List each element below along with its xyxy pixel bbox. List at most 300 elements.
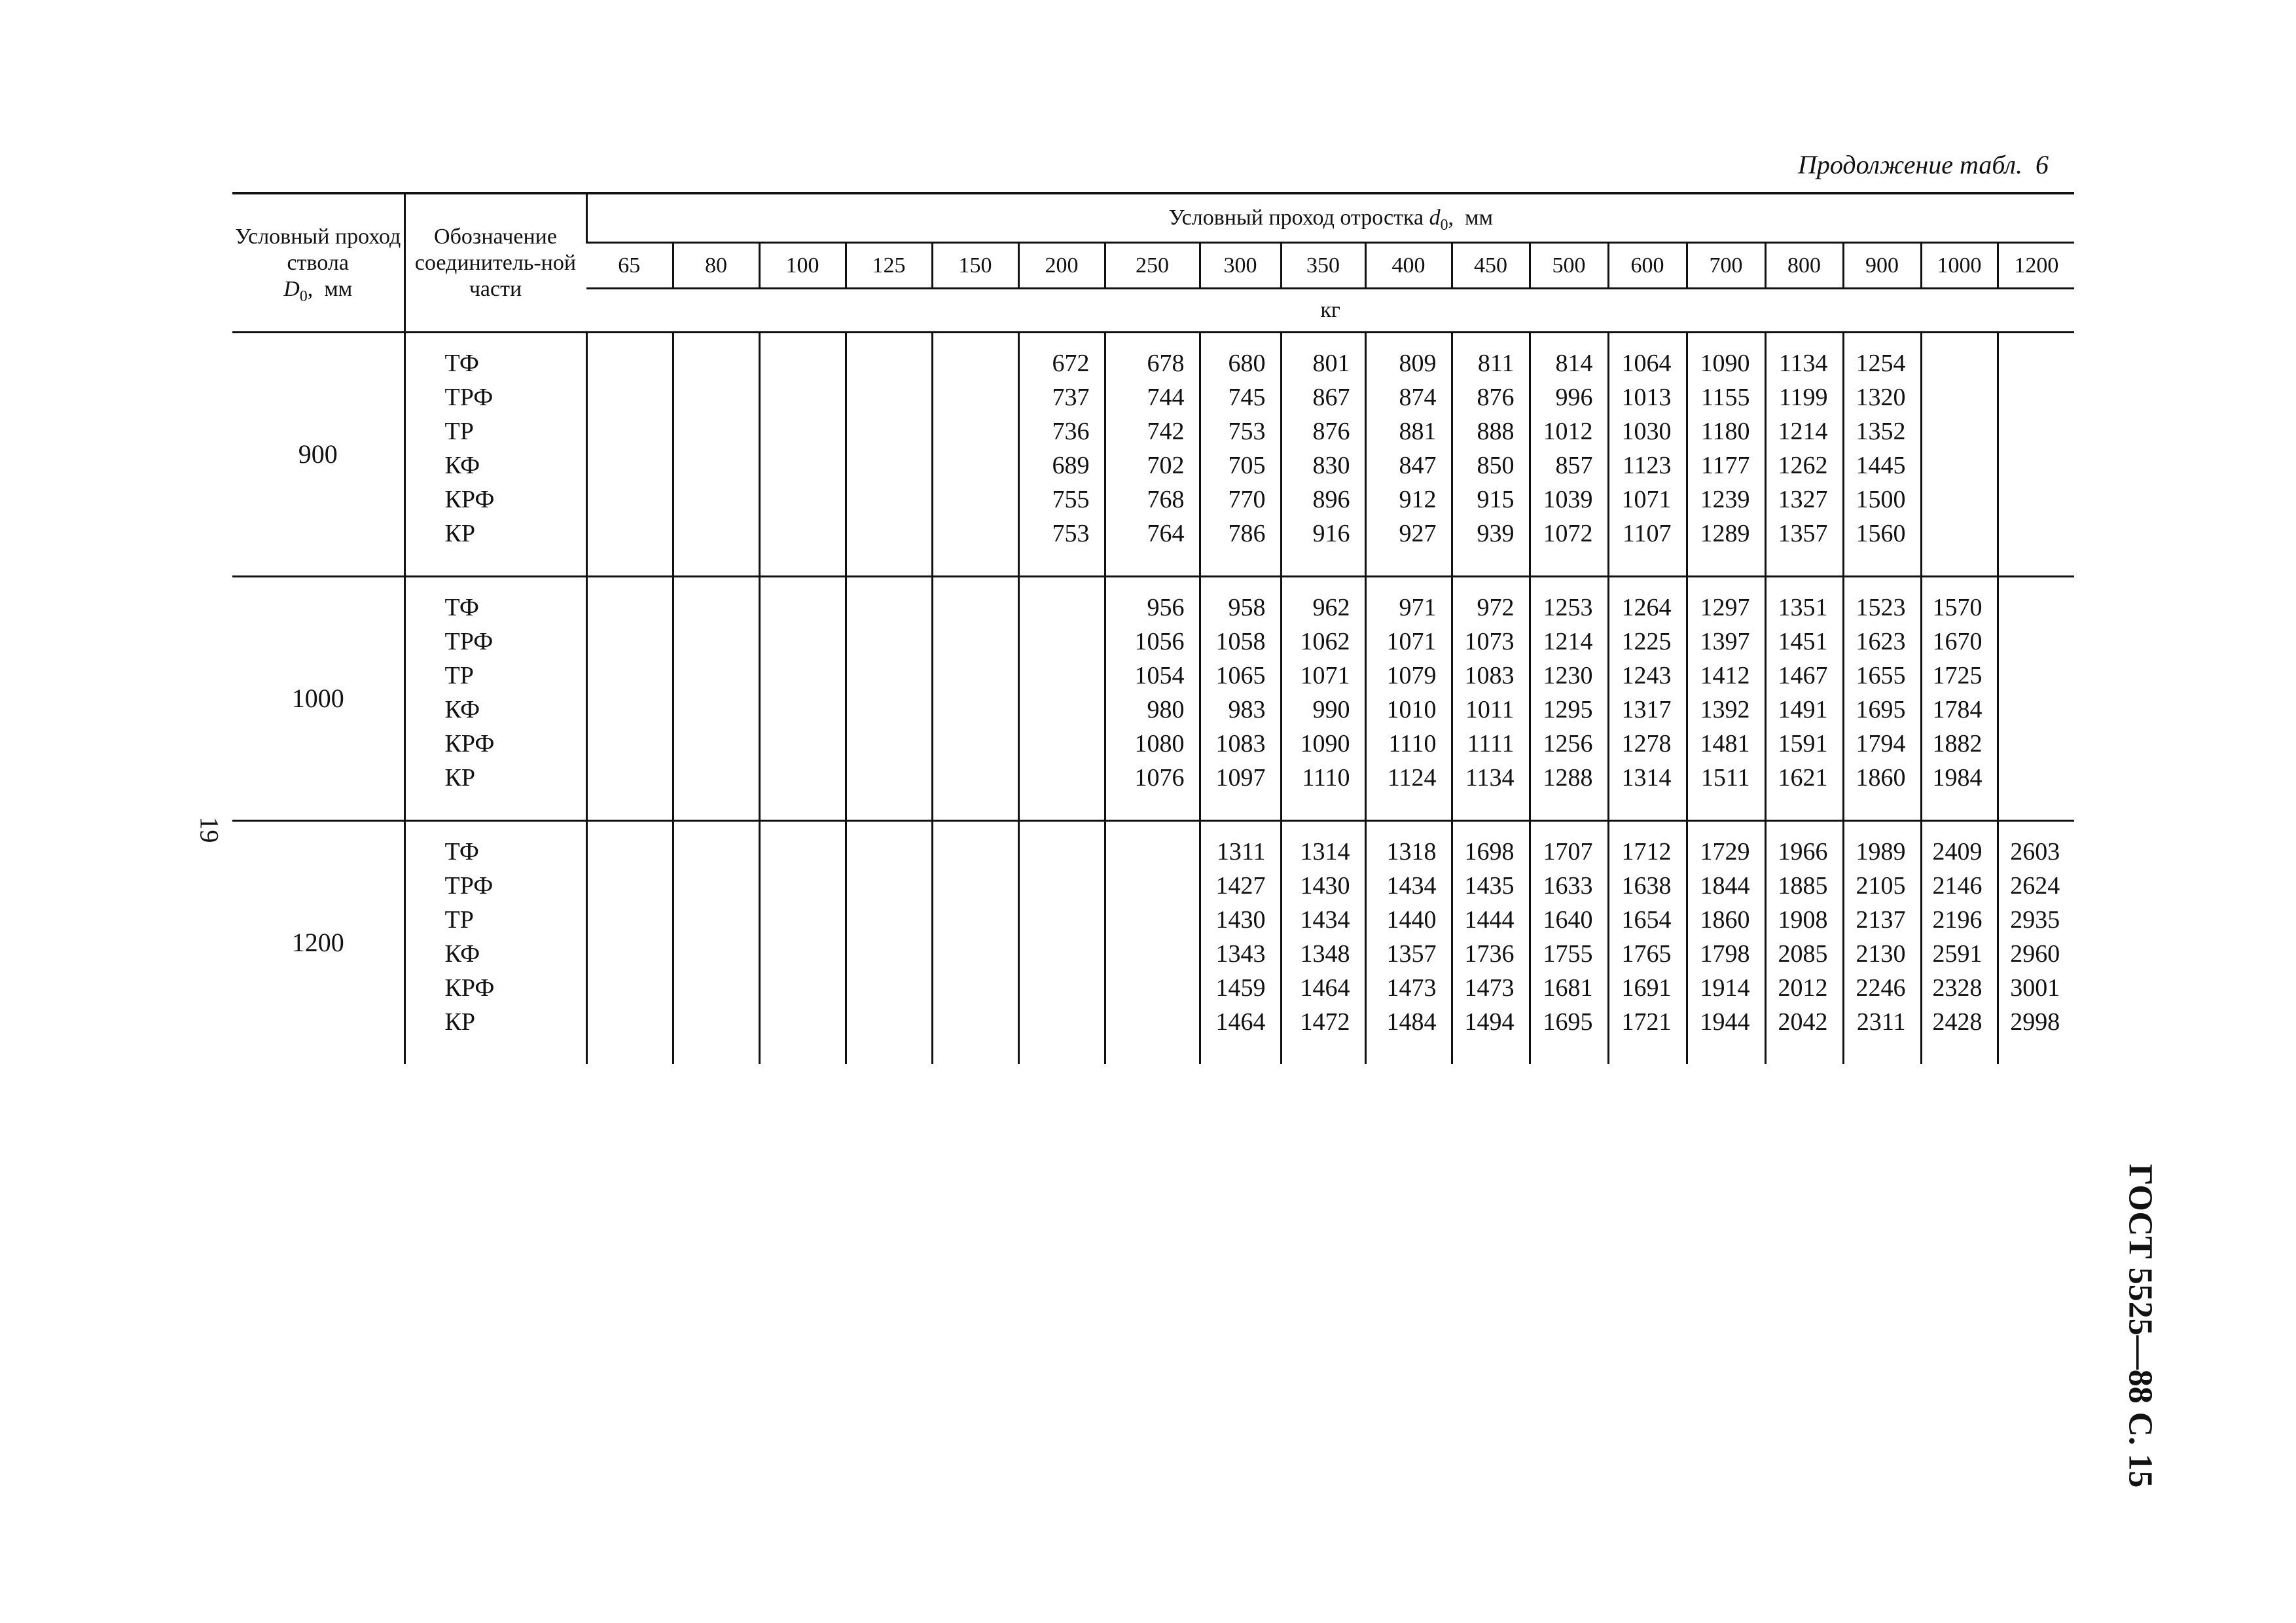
weight-value: 1314 (1300, 838, 1350, 866)
weight-value: 2998 (2010, 1008, 2060, 1036)
weight-value: 1357 (1778, 520, 1828, 547)
designation-label: ТФ (444, 838, 479, 866)
weight-value: 1481 (1700, 730, 1750, 757)
designation-label: КР (444, 520, 475, 547)
weight-value: 1435 (1464, 872, 1515, 900)
weight-value: 1058 (1215, 628, 1266, 655)
weight-value: 755 (1052, 486, 1090, 513)
weight-value: 680 (1228, 350, 1266, 377)
branch-size-header: 200 (1018, 243, 1105, 289)
weight-value: 1670 (1932, 628, 1982, 655)
weight-value: 1798 (1700, 940, 1750, 968)
weight-value: 2409 (1932, 838, 1982, 866)
weight-value: 1966 (1778, 838, 1828, 866)
weight-value: 2105 (1856, 872, 1906, 900)
weight-value: 1327 (1778, 486, 1828, 513)
weight-value: 1412 (1700, 662, 1750, 689)
weight-value: 1695 (1543, 1008, 1593, 1036)
branch-size-header: 80 (673, 243, 759, 289)
weight-cell (1018, 821, 1105, 1065)
weight-value: 1311 (1216, 838, 1266, 866)
weight-value: 1064 (1621, 350, 1672, 377)
weight-value: 1083 (1215, 730, 1266, 757)
weight-cell (1200, 821, 1281, 1065)
weight-value: 1691 (1621, 974, 1672, 1002)
weight-value: 1295 (1543, 696, 1593, 723)
weight-cell (759, 821, 846, 1065)
branch-size-header: 500 (1530, 243, 1608, 289)
designation-label: КФ (444, 696, 480, 723)
weight-value: 1076 (1134, 764, 1185, 792)
weight-value: 850 (1477, 452, 1515, 479)
weight-cell (1687, 577, 1765, 821)
designation-label: КРФ (444, 974, 495, 1002)
weight-value: 1729 (1700, 838, 1750, 866)
weight-value: 2311 (1856, 1008, 1906, 1036)
weight-value: 770 (1228, 486, 1266, 513)
weight-value: 1079 (1386, 662, 1437, 689)
weight-value: 1640 (1543, 906, 1593, 934)
weight-value: 972 (1477, 594, 1515, 621)
weight-cell (1608, 821, 1687, 1065)
weight-value: 702 (1147, 452, 1185, 479)
weight-value: 1155 (1700, 384, 1750, 411)
weight-value: 1199 (1778, 384, 1828, 411)
weight-value: 1434 (1300, 906, 1350, 934)
weight-value: 1860 (1856, 764, 1906, 792)
weight-cell (1200, 577, 1281, 821)
weight-value: 1472 (1300, 1008, 1350, 1036)
weight-value: 2428 (1932, 1008, 1982, 1036)
page-number: 19 (194, 816, 224, 843)
weight-value: 1860 (1700, 906, 1750, 934)
weight-value: 1654 (1621, 906, 1672, 934)
weight-value: 764 (1147, 520, 1185, 547)
weight-value: 1039 (1543, 486, 1593, 513)
weight-value: 1440 (1386, 906, 1437, 934)
weight-cell (1843, 821, 1921, 1065)
weight-value: 1062 (1300, 628, 1350, 655)
weight-value: 1111 (1467, 730, 1515, 757)
weight-cell (1365, 333, 1452, 577)
weight-value: 927 (1399, 520, 1437, 547)
weight-value: 672 (1052, 350, 1090, 377)
weight-value: 1090 (1700, 350, 1750, 377)
weight-value: 1134 (1778, 350, 1828, 377)
weight-value: 1473 (1464, 974, 1515, 1002)
weight-cell (1365, 577, 1452, 821)
weight-value: 811 (1477, 350, 1515, 377)
weight-value: 1445 (1856, 452, 1906, 479)
weight-cell (1998, 333, 2074, 577)
branch-size-header: 450 (1452, 243, 1530, 289)
weight-value: 1134 (1465, 764, 1515, 792)
weight-value: 736 (1052, 418, 1090, 445)
designation-label: КРФ (444, 486, 495, 513)
weight-cell (1921, 333, 1998, 577)
weight-value: 1712 (1621, 838, 1672, 866)
weight-value: 1352 (1856, 418, 1906, 445)
weight-cell (1687, 821, 1765, 1065)
weight-value: 2085 (1778, 940, 1828, 968)
weight-value: 857 (1555, 452, 1593, 479)
weight-value: 1633 (1543, 872, 1593, 900)
designation-label: ТРФ (444, 628, 493, 655)
weight-value: 1989 (1856, 838, 1906, 866)
designation-label: ТР (444, 662, 474, 689)
weight-value: 1459 (1215, 974, 1266, 1002)
weight-value: 1392 (1700, 696, 1750, 723)
weight-cell (846, 333, 932, 577)
weight-value: 1736 (1464, 940, 1515, 968)
weight-value: 996 (1555, 384, 1593, 411)
weight-value: 1278 (1621, 730, 1672, 757)
weight-value: 1071 (1300, 662, 1350, 689)
weight-value: 2146 (1932, 872, 1982, 900)
weight-value: 2935 (2010, 906, 2060, 934)
weight-value: 1012 (1543, 418, 1593, 445)
weight-value: 1343 (1215, 940, 1266, 968)
branch-size-header: 1200 (1998, 243, 2074, 289)
branch-size-header: 125 (846, 243, 932, 289)
branch-size-header: 250 (1105, 243, 1200, 289)
weight-value: 888 (1477, 418, 1515, 445)
weight-cell (1921, 821, 1998, 1065)
weight-cell (673, 821, 759, 1065)
weight-value: 2196 (1932, 906, 1982, 934)
weight-value: 1885 (1778, 872, 1828, 900)
weight-value: 830 (1312, 452, 1350, 479)
weight-value: 1484 (1386, 1008, 1437, 1036)
weight-value: 1570 (1932, 594, 1982, 621)
weight-value: 867 (1312, 384, 1350, 411)
weight-cell (1998, 577, 2074, 821)
weight-value: 874 (1399, 384, 1437, 411)
weight-value: 1523 (1856, 594, 1906, 621)
weight-value: 1765 (1621, 940, 1672, 968)
weight-value: 1262 (1778, 452, 1828, 479)
document-footer: ГОСТ 5525—88 С. 15 (2121, 1163, 2159, 1488)
weight-value: 1056 (1134, 628, 1185, 655)
designation-label: ТР (444, 906, 474, 934)
weight-value: 956 (1147, 594, 1185, 621)
branch-size-header: 1000 (1921, 243, 1998, 289)
weight-value: 896 (1312, 486, 1350, 513)
weight-value: 1239 (1700, 486, 1750, 513)
weight-cell (1200, 333, 1281, 577)
weight-cell (586, 821, 673, 1065)
weight-cell (759, 333, 846, 577)
weight-value: 1984 (1932, 764, 1982, 792)
weight-value: 1289 (1700, 520, 1750, 547)
weight-value: 753 (1228, 418, 1266, 445)
weight-value: 915 (1477, 486, 1515, 513)
designation-label: КР (444, 1008, 475, 1036)
weight-value: 1054 (1134, 662, 1185, 689)
designation-cell (404, 821, 586, 1065)
weight-cell (1281, 333, 1365, 577)
weight-value: 1397 (1700, 628, 1750, 655)
weight-value: 971 (1399, 594, 1437, 621)
weight-value: 2246 (1856, 974, 1906, 1002)
weight-value: 1253 (1543, 594, 1593, 621)
weight-value: 1030 (1621, 418, 1672, 445)
weight-value: 737 (1052, 384, 1090, 411)
weight-value: 1681 (1543, 974, 1593, 1002)
weight-value: 2328 (1932, 974, 1982, 1002)
branch-size-header: 300 (1200, 243, 1281, 289)
weight-value: 983 (1228, 696, 1266, 723)
weight-value: 742 (1147, 418, 1185, 445)
weight-value: 1621 (1778, 764, 1828, 792)
weight-value: 1882 (1932, 730, 1982, 757)
weight-value: 1511 (1700, 764, 1750, 792)
weight-value: 1254 (1856, 350, 1906, 377)
weight-value: 1444 (1464, 906, 1515, 934)
weight-value: 1434 (1386, 872, 1437, 900)
weight-value: 1090 (1300, 730, 1350, 757)
weight-value: 1010 (1386, 696, 1437, 723)
header-branch-pass: Условный проход отростка $d_0$, мм (586, 193, 2074, 243)
weight-value: 847 (1399, 452, 1437, 479)
weight-value: 1944 (1700, 1008, 1750, 1036)
weight-value: 1348 (1300, 940, 1350, 968)
weight-value: 1908 (1778, 906, 1828, 934)
weight-value: 1655 (1856, 662, 1906, 689)
weight-cell (1105, 821, 1200, 1065)
branch-size-header: 900 (1843, 243, 1921, 289)
weight-cell (673, 577, 759, 821)
weight-cell (932, 333, 1018, 577)
weight-value: 1430 (1215, 906, 1266, 934)
weight-value: 2012 (1778, 974, 1828, 1002)
table-row-group (232, 577, 2074, 821)
weight-value: 678 (1147, 350, 1185, 377)
weight-value: 689 (1052, 452, 1090, 479)
weight-value: 1107 (1622, 520, 1672, 547)
weight-cell (1765, 333, 1843, 577)
weight-value: 2130 (1856, 940, 1906, 968)
weight-value: 939 (1477, 520, 1515, 547)
weight-cell (1365, 821, 1452, 1065)
weight-cell (846, 821, 932, 1065)
designation-cell (404, 333, 586, 577)
weight-value: 1491 (1778, 696, 1828, 723)
weight-value: 1467 (1778, 662, 1828, 689)
weight-value: 1097 (1215, 764, 1266, 792)
weight-value: 809 (1399, 350, 1437, 377)
designation-label: КР (444, 764, 475, 792)
header-designation: Обозначение соединитель-ной части (404, 193, 586, 333)
weight-value: 1110 (1388, 730, 1437, 757)
weight-value: 1177 (1700, 452, 1750, 479)
weight-cell (1105, 333, 1200, 577)
weight-value: 1288 (1543, 764, 1593, 792)
weight-cell (1765, 577, 1843, 821)
weight-value: 814 (1555, 350, 1593, 377)
weight-value: 1318 (1386, 838, 1437, 866)
branch-size-header: 700 (1687, 243, 1765, 289)
weight-cell (1281, 821, 1365, 1065)
weight-value: 2960 (2010, 940, 2060, 968)
weight-cell (1452, 821, 1530, 1065)
weight-cell (1921, 577, 1998, 821)
weight-value: 3001 (2010, 974, 2060, 1002)
weight-cell (1281, 577, 1365, 821)
designation-label: КФ (444, 940, 480, 968)
weight-value: 786 (1228, 520, 1266, 547)
weight-cell (673, 333, 759, 577)
branch-size-header: 400 (1365, 243, 1452, 289)
weight-value: 1784 (1932, 696, 1982, 723)
branch-size-header: 350 (1281, 243, 1365, 289)
weight-cell (1608, 577, 1687, 821)
weight-value: 2603 (2010, 838, 2060, 866)
weight-value: 1243 (1621, 662, 1672, 689)
designation-cell (404, 577, 586, 821)
designation-label: КФ (444, 452, 480, 479)
weight-value: 990 (1312, 696, 1350, 723)
weight-cell (932, 821, 1018, 1065)
branch-size-header: 65 (586, 243, 673, 289)
weight-value: 2624 (2010, 872, 2060, 900)
weight-value: 1623 (1856, 628, 1906, 655)
weight-value: 1591 (1778, 730, 1828, 757)
weight-value: 1225 (1621, 628, 1672, 655)
designation-label: ТФ (444, 350, 479, 377)
designation-label: ТРФ (444, 872, 493, 900)
weight-cell (1105, 577, 1200, 821)
weight-value: 1123 (1622, 452, 1672, 479)
table-row-group (232, 821, 2074, 1065)
main-pass-value: 900 (232, 333, 404, 577)
weight-value: 916 (1312, 520, 1350, 547)
weight-value: 881 (1399, 418, 1437, 445)
weight-value: 1314 (1621, 764, 1672, 792)
designation-label: ТРФ (444, 384, 493, 411)
weight-cell (1452, 333, 1530, 577)
weight-value: 1695 (1856, 696, 1906, 723)
weight-cell (1452, 577, 1530, 821)
weight-value: 1080 (1134, 730, 1185, 757)
weight-value: 1124 (1387, 764, 1437, 792)
weight-value: 1065 (1215, 662, 1266, 689)
designation-label: ТФ (444, 594, 479, 621)
header-unit: кг (586, 289, 2074, 333)
weight-value: 1464 (1300, 974, 1350, 1002)
weight-value: 1794 (1856, 730, 1906, 757)
weight-cell (1018, 577, 1105, 821)
weight-cell (1843, 333, 1921, 577)
weight-value: 1013 (1621, 384, 1672, 411)
weight-value: 958 (1228, 594, 1266, 621)
weight-value: 1500 (1856, 486, 1906, 513)
weight-value: 2137 (1856, 906, 1906, 934)
weight-cell (1530, 333, 1608, 577)
weight-cell (1765, 821, 1843, 1065)
main-pass-value: 1000 (232, 577, 404, 821)
weight-cell (1530, 577, 1608, 821)
weight-value: 1214 (1543, 628, 1593, 655)
branch-size-header: 800 (1765, 243, 1843, 289)
weight-value: 1560 (1856, 520, 1906, 547)
weight-value: 962 (1312, 594, 1350, 621)
weight-value: 1351 (1778, 594, 1828, 621)
weight-value: 1427 (1215, 872, 1266, 900)
weight-value: 912 (1399, 486, 1437, 513)
weight-cell (1998, 821, 2074, 1065)
weight-value: 1214 (1778, 418, 1828, 445)
weight-value: 1721 (1621, 1008, 1672, 1036)
weight-value: 1264 (1621, 594, 1672, 621)
weight-value: 1725 (1932, 662, 1982, 689)
weight-value: 876 (1477, 384, 1515, 411)
weight-value: 1297 (1700, 594, 1750, 621)
table-row-group (232, 333, 2074, 577)
weight-cell (1608, 333, 1687, 577)
weight-value: 1844 (1700, 872, 1750, 900)
weight-cell (932, 577, 1018, 821)
weight-value: 1071 (1386, 628, 1437, 655)
weight-value: 1430 (1300, 872, 1350, 900)
weight-value: 768 (1147, 486, 1185, 513)
weight-cell (1530, 821, 1608, 1065)
weight-value: 1707 (1543, 838, 1593, 866)
weight-cell (1018, 333, 1105, 577)
weight-value: 745 (1228, 384, 1266, 411)
weight-value: 1494 (1464, 1008, 1515, 1036)
designation-label: КРФ (444, 730, 495, 757)
weight-value: 980 (1147, 696, 1185, 723)
branch-size-header: 600 (1608, 243, 1687, 289)
weight-value: 1011 (1465, 696, 1515, 723)
header-main-pass: Условный проход ствола $D_0$, мм (232, 193, 404, 333)
weights-table (232, 192, 2074, 1064)
weight-value: 1914 (1700, 974, 1750, 1002)
weight-value: 1464 (1215, 1008, 1266, 1036)
weight-value: 2042 (1778, 1008, 1828, 1036)
branch-size-header: 150 (932, 243, 1018, 289)
weight-value: 1073 (1464, 628, 1515, 655)
main-pass-value: 1200 (291, 928, 344, 957)
weight-cell (1843, 577, 1921, 821)
weight-cell (1687, 333, 1765, 577)
weight-value: 753 (1052, 520, 1090, 547)
weight-value: 1110 (1302, 764, 1350, 792)
weight-value: 1698 (1464, 838, 1515, 866)
weight-value: 705 (1228, 452, 1266, 479)
weight-value: 1083 (1464, 662, 1515, 689)
weight-value: 801 (1312, 350, 1350, 377)
weight-cell (586, 577, 673, 821)
weight-cell (759, 577, 846, 821)
weight-value: 1072 (1543, 520, 1593, 547)
weight-value: 1473 (1386, 974, 1437, 1002)
weight-value: 1256 (1543, 730, 1593, 757)
weight-value: 1755 (1543, 940, 1593, 968)
branch-size-header: 100 (759, 243, 846, 289)
weight-value: 1317 (1621, 696, 1672, 723)
weight-value: 1230 (1543, 662, 1593, 689)
weight-cell (586, 333, 673, 577)
weight-value: 1180 (1700, 418, 1750, 445)
weight-value: 744 (1147, 384, 1185, 411)
table-caption: Продолжение табл. 6 (1797, 150, 2049, 179)
weight-value: 1451 (1778, 628, 1828, 655)
weight-value: 1357 (1386, 940, 1437, 968)
weight-value: 876 (1312, 418, 1350, 445)
weight-value: 1320 (1856, 384, 1906, 411)
